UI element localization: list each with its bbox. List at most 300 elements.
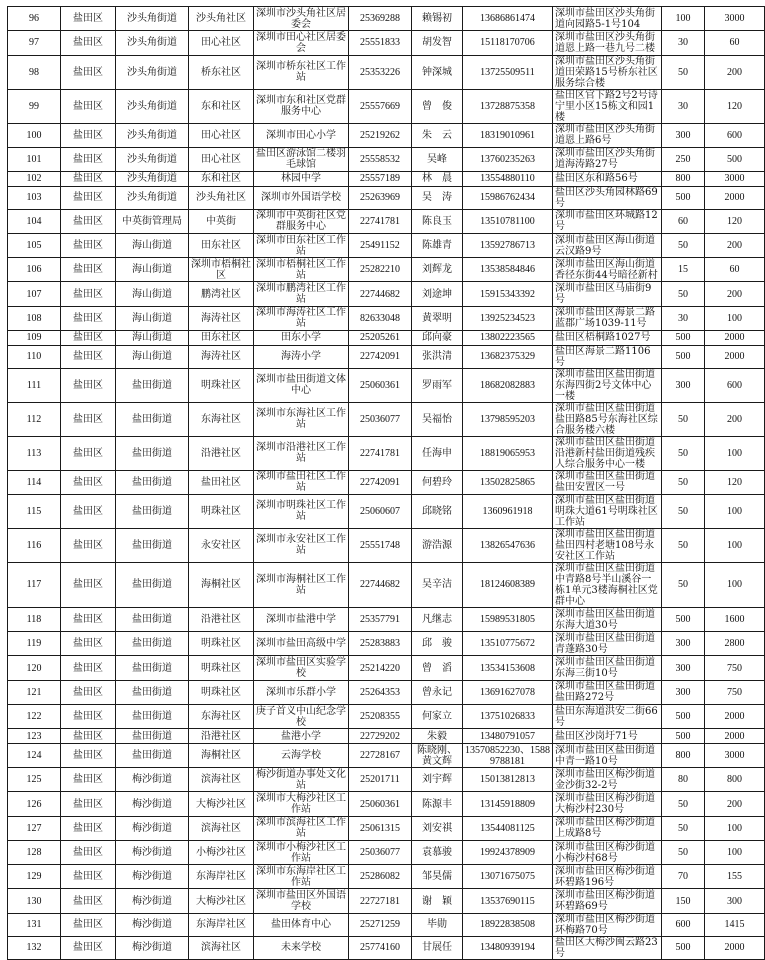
district: 盐田区 [61, 368, 116, 402]
site-name: 梅沙街道办事处文化站 [254, 768, 349, 792]
contact-mobile: 15989531805 [463, 607, 553, 631]
site-phone: 25214220 [349, 656, 412, 680]
district: 盐田区 [61, 282, 116, 306]
capacity-large: 2000 [705, 330, 765, 345]
capacity-large: 120 [705, 209, 765, 233]
site-name: 深圳市外国语学校 [254, 186, 349, 209]
row-number: 109 [8, 330, 61, 345]
contact-mobile: 13537690115 [463, 889, 553, 913]
site-name: 深圳市小梅沙社区工作站 [254, 840, 349, 864]
capacity-small: 500 [662, 704, 705, 728]
site-phone: 25551748 [349, 528, 412, 562]
contact-name: 赖锡初 [412, 7, 463, 31]
district: 盐田区 [61, 632, 116, 656]
community: 东和社区 [189, 172, 254, 187]
contact-name: 邱晓铭 [412, 494, 463, 528]
row-number: 118 [8, 607, 61, 631]
row-number: 106 [8, 258, 61, 282]
community: 大梅沙社区 [189, 889, 254, 913]
contact-name: 陈雄青 [412, 233, 463, 257]
capacity-large: 120 [705, 470, 765, 494]
capacity-large: 100 [705, 436, 765, 470]
district: 盐田区 [61, 31, 116, 55]
table-row [8, 436, 765, 470]
capacity-large: 100 [705, 840, 765, 864]
site-name: 深圳市永安社区工作站 [254, 528, 349, 562]
capacity-large: 3000 [705, 743, 765, 767]
table-row [8, 330, 765, 345]
site-phone: 25036077 [349, 402, 412, 436]
capacity-large: 100 [705, 494, 765, 528]
table-row [8, 123, 765, 147]
site-address: 深圳市盐田区梅沙街道环碧路196号 [553, 865, 662, 889]
contact-name: 任海申 [412, 436, 463, 470]
site-address: 深圳市盐田区梅沙街道小梅沙村68号 [553, 840, 662, 864]
capacity-large: 3000 [705, 172, 765, 187]
site-name: 深圳市桥东社区工作站 [254, 55, 349, 89]
site-name: 盐港小学 [254, 729, 349, 744]
subdistrict: 盐田街道 [116, 607, 189, 631]
capacity-small: 60 [662, 209, 705, 233]
district: 盐田区 [61, 172, 116, 187]
capacity-large: 750 [705, 680, 765, 704]
district: 盐田区 [61, 528, 116, 562]
site-phone: 25060607 [349, 494, 412, 528]
subdistrict: 盐田街道 [116, 494, 189, 528]
district: 盐田区 [61, 186, 116, 209]
contact-mobile: 13691627078 [463, 680, 553, 704]
community: 明珠社区 [189, 368, 254, 402]
site-address: 盐田东海道洪安二街66号 [553, 704, 662, 728]
site-phone: 82633048 [349, 306, 412, 330]
subdistrict: 梅沙街道 [116, 840, 189, 864]
table-row [8, 680, 765, 704]
contact-name: 张洪清 [412, 345, 463, 368]
subdistrict: 沙头角街道 [116, 147, 189, 171]
site-name: 深圳市鹏湾社区工作站 [254, 282, 349, 306]
table-row [8, 55, 765, 89]
table-row [8, 656, 765, 680]
row-number: 124 [8, 743, 61, 767]
contact-mobile: 13538584846 [463, 258, 553, 282]
community: 东海岸社区 [189, 913, 254, 936]
contact-mobile: 13751026833 [463, 704, 553, 728]
site-name: 深圳市中英街社区党群服务中心 [254, 209, 349, 233]
contact-mobile: 1360961918 [463, 494, 553, 528]
community: 东海社区 [189, 704, 254, 728]
table-row [8, 743, 765, 767]
table-row [8, 470, 765, 494]
site-address: 盐田区沙岗圩71号 [553, 729, 662, 744]
table-row [8, 913, 765, 936]
subdistrict: 沙头角街道 [116, 123, 189, 147]
district: 盐田区 [61, 258, 116, 282]
site-address: 盐田区大梅沙闽云路23号 [553, 936, 662, 959]
contact-name: 罗雨军 [412, 368, 463, 402]
site-address: 深圳市盐田区盐田街道盐田路272号 [553, 680, 662, 704]
table-row [8, 889, 765, 913]
subdistrict: 海山街道 [116, 306, 189, 330]
capacity-small: 50 [662, 470, 705, 494]
subdistrict: 梅沙街道 [116, 816, 189, 840]
table-body [8, 7, 765, 960]
capacity-small: 80 [662, 768, 705, 792]
community: 桥东社区 [189, 55, 254, 89]
table-row [8, 792, 765, 816]
site-name: 深圳市田心社区居委会 [254, 31, 349, 55]
contact-mobile: 13725509511 [463, 55, 553, 89]
site-name: 深圳市盐田高级中学 [254, 632, 349, 656]
table-row [8, 89, 765, 123]
site-name: 田东小学 [254, 330, 349, 345]
district: 盐田区 [61, 816, 116, 840]
contact-name: 刘安祺 [412, 816, 463, 840]
row-number: 114 [8, 470, 61, 494]
site-name: 云海学校 [254, 743, 349, 767]
row-number: 104 [8, 209, 61, 233]
contact-mobile: 15986762434 [463, 186, 553, 209]
contact-mobile: 18922838508 [463, 913, 553, 936]
subdistrict: 盐田街道 [116, 436, 189, 470]
subdistrict: 盐田街道 [116, 680, 189, 704]
row-number: 113 [8, 436, 61, 470]
site-phone: 25264353 [349, 680, 412, 704]
subdistrict: 盐田街道 [116, 528, 189, 562]
site-address: 深圳市盐田区盐田街道盐田路85号东海社区综合服务楼六楼 [553, 402, 662, 436]
community: 永安社区 [189, 528, 254, 562]
contact-name: 刘途坤 [412, 282, 463, 306]
community: 田心社区 [189, 31, 254, 55]
subdistrict: 沙头角街道 [116, 89, 189, 123]
contact-name: 黄翠明 [412, 306, 463, 330]
community: 田东社区 [189, 233, 254, 257]
district: 盐田区 [61, 89, 116, 123]
capacity-small: 600 [662, 913, 705, 936]
capacity-large: 200 [705, 792, 765, 816]
site-address: 深圳市盐田区盐田街道沿港新村盐田街道残疾人综合服务中心一楼 [553, 436, 662, 470]
site-address: 盐田区东和路56号 [553, 172, 662, 187]
subdistrict: 梅沙街道 [116, 792, 189, 816]
district: 盐田区 [61, 330, 116, 345]
subdistrict: 梅沙街道 [116, 913, 189, 936]
contact-name: 游浩源 [412, 528, 463, 562]
capacity-large: 2000 [705, 704, 765, 728]
capacity-large: 100 [705, 306, 765, 330]
site-address: 深圳市盐田区盐田街道中青路8号半山溪谷一栋1单元3楼海桐社区党群中心 [553, 562, 662, 607]
district: 盐田区 [61, 345, 116, 368]
community: 滨海社区 [189, 936, 254, 959]
subdistrict: 梅沙街道 [116, 768, 189, 792]
site-name: 林园中学 [254, 172, 349, 187]
site-phone: 25557669 [349, 89, 412, 123]
community: 沿港社区 [189, 729, 254, 744]
row-number: 97 [8, 31, 61, 55]
site-phone: 25271259 [349, 913, 412, 936]
contact-name: 朱 云 [412, 123, 463, 147]
table-row [8, 768, 765, 792]
contact-mobile: 18124608389 [463, 562, 553, 607]
subdistrict: 海山街道 [116, 330, 189, 345]
community: 沿港社区 [189, 607, 254, 631]
contact-name: 陈良玉 [412, 209, 463, 233]
capacity-small: 50 [662, 816, 705, 840]
contact-name: 毕勋 [412, 913, 463, 936]
table-row [8, 172, 765, 187]
shelter-table [7, 6, 765, 960]
capacity-large: 2000 [705, 936, 765, 959]
table-row [8, 632, 765, 656]
contact-mobile: 13686861474 [463, 7, 553, 31]
subdistrict: 沙头角街道 [116, 55, 189, 89]
table-row [8, 368, 765, 402]
site-address: 盐田区沙头角园林路69号 [553, 186, 662, 209]
contact-mobile: 13510775672 [463, 632, 553, 656]
subdistrict: 盐田街道 [116, 656, 189, 680]
table-row [8, 147, 765, 171]
community: 东海岸社区 [189, 865, 254, 889]
contact-name: 邹昊儒 [412, 865, 463, 889]
capacity-large: 200 [705, 402, 765, 436]
community: 沿港社区 [189, 436, 254, 470]
contact-name: 曾 滔 [412, 656, 463, 680]
site-phone: 25357791 [349, 607, 412, 631]
community: 小梅沙社区 [189, 840, 254, 864]
district: 盐田区 [61, 792, 116, 816]
capacity-large: 200 [705, 55, 765, 89]
site-address: 深圳市盐田区梅沙街道上成路8号 [553, 816, 662, 840]
site-address: 深圳市盐田区马庙街9号 [553, 282, 662, 306]
site-phone: 25369288 [349, 7, 412, 31]
site-phone: 25353226 [349, 55, 412, 89]
subdistrict: 海山街道 [116, 233, 189, 257]
subdistrict: 盐田街道 [116, 704, 189, 728]
contact-name: 吴辛洁 [412, 562, 463, 607]
contact-mobile: 13802223565 [463, 330, 553, 345]
row-number: 126 [8, 792, 61, 816]
subdistrict: 盐田街道 [116, 402, 189, 436]
site-address: 深圳市盐田区盐田街道东海四街2号文体中心一楼 [553, 368, 662, 402]
subdistrict: 梅沙街道 [116, 889, 189, 913]
site-address: 深圳市盐田区盐田街道东海大道30号 [553, 607, 662, 631]
site-address: 深圳市盐田区梅沙街道大梅沙村230号 [553, 792, 662, 816]
table-row [8, 704, 765, 728]
site-name: 深圳市盐田街道文体中心 [254, 368, 349, 402]
row-number: 130 [8, 889, 61, 913]
capacity-small: 50 [662, 402, 705, 436]
district: 盐田区 [61, 768, 116, 792]
district: 盐田区 [61, 147, 116, 171]
capacity-large: 200 [705, 282, 765, 306]
site-name: 深圳市大梅沙社区工作站 [254, 792, 349, 816]
row-number: 129 [8, 865, 61, 889]
community: 明珠社区 [189, 494, 254, 528]
site-phone: 25205261 [349, 330, 412, 345]
row-number: 115 [8, 494, 61, 528]
capacity-large: 500 [705, 147, 765, 171]
table-row [8, 345, 765, 368]
site-phone: 25263969 [349, 186, 412, 209]
community: 明珠社区 [189, 632, 254, 656]
district: 盐田区 [61, 494, 116, 528]
subdistrict: 盐田街道 [116, 632, 189, 656]
table-row [8, 282, 765, 306]
row-number: 121 [8, 680, 61, 704]
capacity-small: 800 [662, 172, 705, 187]
contact-name: 凡继志 [412, 607, 463, 631]
site-address: 深圳市盐田区梅沙街道金沙街32-2号 [553, 768, 662, 792]
capacity-small: 300 [662, 368, 705, 402]
site-address: 盐田区梧桐路1027号 [553, 330, 662, 345]
row-number: 117 [8, 562, 61, 607]
site-address: 深圳市盐田区沙头角街道恩上路6号 [553, 123, 662, 147]
community: 大梅沙社区 [189, 792, 254, 816]
contact-mobile: 13544081125 [463, 816, 553, 840]
district: 盐田区 [61, 704, 116, 728]
capacity-large: 200 [705, 233, 765, 257]
site-phone: 25060361 [349, 792, 412, 816]
site-address: 深圳市盐田区盐田街道东海三街10号 [553, 656, 662, 680]
capacity-small: 30 [662, 31, 705, 55]
row-number: 116 [8, 528, 61, 562]
district: 盐田区 [61, 729, 116, 744]
contact-name: 胡发智 [412, 31, 463, 55]
site-name: 深圳市盐田区实验学校 [254, 656, 349, 680]
contact-name: 邱 骏 [412, 632, 463, 656]
site-phone: 25551833 [349, 31, 412, 55]
row-number: 131 [8, 913, 61, 936]
table-row [8, 31, 765, 55]
capacity-small: 300 [662, 123, 705, 147]
district: 盐田区 [61, 656, 116, 680]
contact-mobile: 13554880110 [463, 172, 553, 187]
site-name: 深圳市东和社区党群服务中心 [254, 89, 349, 123]
site-phone: 22744682 [349, 282, 412, 306]
contact-mobile: 13480939194 [463, 936, 553, 959]
table-row [8, 840, 765, 864]
site-name: 深圳市海桐社区工作站 [254, 562, 349, 607]
site-phone: 22744682 [349, 562, 412, 607]
contact-name: 曾 俊 [412, 89, 463, 123]
table-row [8, 7, 765, 31]
contact-name: 甘展任 [412, 936, 463, 959]
district: 盐田区 [61, 7, 116, 31]
site-name: 深圳市东海社区工作站 [254, 402, 349, 436]
site-name: 盐田体育中心 [254, 913, 349, 936]
contact-mobile: 15915343392 [463, 282, 553, 306]
district: 盐田区 [61, 209, 116, 233]
table-row [8, 233, 765, 257]
row-number: 127 [8, 816, 61, 840]
contact-mobile: 13534153608 [463, 656, 553, 680]
contact-name: 陈源丰 [412, 792, 463, 816]
table-row [8, 607, 765, 631]
capacity-small: 300 [662, 632, 705, 656]
row-number: 96 [8, 7, 61, 31]
community: 滨海社区 [189, 816, 254, 840]
site-phone: 25286082 [349, 865, 412, 889]
capacity-small: 50 [662, 792, 705, 816]
row-number: 125 [8, 768, 61, 792]
site-address: 深圳市盐田区沙头角街道恩上路一巷九号二楼 [553, 31, 662, 55]
capacity-large: 1600 [705, 607, 765, 631]
row-number: 128 [8, 840, 61, 864]
contact-name: 吴 涛 [412, 186, 463, 209]
capacity-large: 2000 [705, 729, 765, 744]
community: 沙头角社区 [189, 186, 254, 209]
contact-name: 刘宇辉 [412, 768, 463, 792]
subdistrict: 沙头角街道 [116, 31, 189, 55]
table-row [8, 186, 765, 209]
capacity-large: 300 [705, 889, 765, 913]
contact-mobile: 18682082883 [463, 368, 553, 402]
site-name: 海涛小学 [254, 345, 349, 368]
contact-mobile: 13798595203 [463, 402, 553, 436]
community: 田东社区 [189, 330, 254, 345]
site-name: 深圳市海涛社区工作站 [254, 306, 349, 330]
site-address: 深圳市盐田区沙头角街道田荣路15号桥东社区服务综合楼 [553, 55, 662, 89]
table-row [8, 209, 765, 233]
capacity-small: 50 [662, 282, 705, 306]
district: 盐田区 [61, 865, 116, 889]
contact-name: 何碧玲 [412, 470, 463, 494]
site-address: 深圳市盐田区海山街道香径东街44号暗径新村 [553, 258, 662, 282]
row-number: 120 [8, 656, 61, 680]
row-number: 98 [8, 55, 61, 89]
site-address: 深圳市盐田区盐田街道青蓬路30号 [553, 632, 662, 656]
site-phone: 25060361 [349, 368, 412, 402]
subdistrict: 海山街道 [116, 345, 189, 368]
row-number: 112 [8, 402, 61, 436]
row-number: 99 [8, 89, 61, 123]
site-name: 未来学校 [254, 936, 349, 959]
district: 盐田区 [61, 840, 116, 864]
subdistrict: 盐田街道 [116, 368, 189, 402]
district: 盐田区 [61, 436, 116, 470]
capacity-small: 500 [662, 607, 705, 631]
contact-mobile: 18319010961 [463, 123, 553, 147]
district: 盐田区 [61, 607, 116, 631]
contact-mobile: 13145918809 [463, 792, 553, 816]
community: 海涛社区 [189, 306, 254, 330]
community: 鹏湾社区 [189, 282, 254, 306]
table-row [8, 865, 765, 889]
row-number: 122 [8, 704, 61, 728]
contact-name: 钟深城 [412, 55, 463, 89]
site-phone: 25557189 [349, 172, 412, 187]
capacity-small: 50 [662, 55, 705, 89]
contact-mobile: 13592786713 [463, 233, 553, 257]
row-number: 107 [8, 282, 61, 306]
contact-name: 曾永记 [412, 680, 463, 704]
table-row [8, 936, 765, 959]
row-number: 110 [8, 345, 61, 368]
capacity-small: 250 [662, 147, 705, 171]
subdistrict: 沙头角街道 [116, 186, 189, 209]
site-phone: 22727181 [349, 889, 412, 913]
contact-mobile: 13071675075 [463, 865, 553, 889]
district: 盐田区 [61, 913, 116, 936]
site-name: 盐田区游泳馆二楼羽毛球馆 [254, 147, 349, 171]
table-row [8, 402, 765, 436]
contact-mobile: 13570852230、15889788181 [463, 743, 553, 767]
contact-name: 何家立 [412, 704, 463, 728]
community: 滨海社区 [189, 768, 254, 792]
capacity-large: 60 [705, 31, 765, 55]
table-row [8, 494, 765, 528]
site-name: 深圳市盐田区外国语学校 [254, 889, 349, 913]
site-phone: 25283883 [349, 632, 412, 656]
capacity-small: 50 [662, 494, 705, 528]
